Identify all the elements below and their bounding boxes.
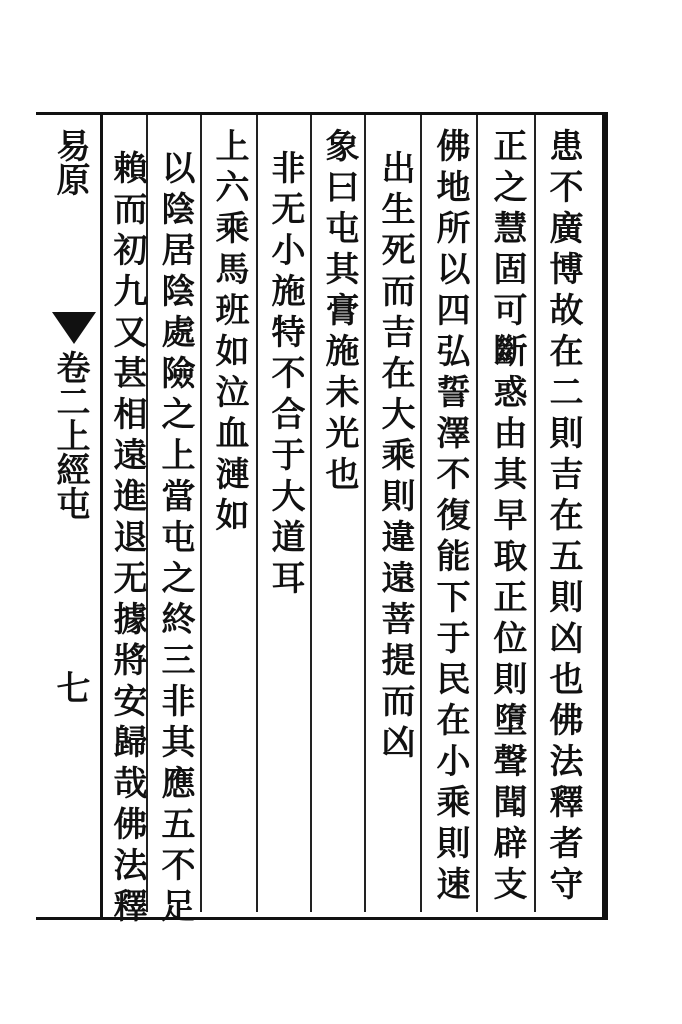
text-column-7: 上六乘馬班如泣血漣如 xyxy=(209,128,249,538)
text-column-5: 象曰屯其膏施未光也 xyxy=(319,128,359,497)
fish-tail-mark xyxy=(52,312,96,344)
column-rule xyxy=(200,115,202,912)
text-column-9: 賴而初九又甚相遠進退无據將安歸哉佛法釋 xyxy=(107,150,147,929)
volume-label: 卷二上經屯 xyxy=(50,350,90,520)
text-column-2: 正之慧固可斷惑由其早取正位則墮聲聞辟支 xyxy=(487,128,527,907)
text-column-6: 非无小施特不合于大道耳 xyxy=(265,150,305,601)
book-title: 易原 xyxy=(50,128,90,196)
column-rule xyxy=(310,115,312,912)
column-rule xyxy=(420,115,422,912)
text-column-3: 佛地所以四弘誓澤不復能下于民在小乘則速 xyxy=(430,128,470,907)
text-column-1: 患不廣博故在二則吉在五則凶也佛法釋者守 xyxy=(543,128,583,907)
margin-divider xyxy=(100,112,103,917)
page-number: 七 xyxy=(50,670,90,704)
column-rule xyxy=(256,115,258,912)
text-column-4: 出生死而吉在大乘則違遠菩提而凶 xyxy=(375,150,415,765)
column-rule xyxy=(364,115,366,912)
column-rule xyxy=(476,115,478,912)
text-column-8: 以陰居陰處險之上當屯之終三非其應五不足 xyxy=(155,150,195,929)
column-rule xyxy=(534,115,536,912)
